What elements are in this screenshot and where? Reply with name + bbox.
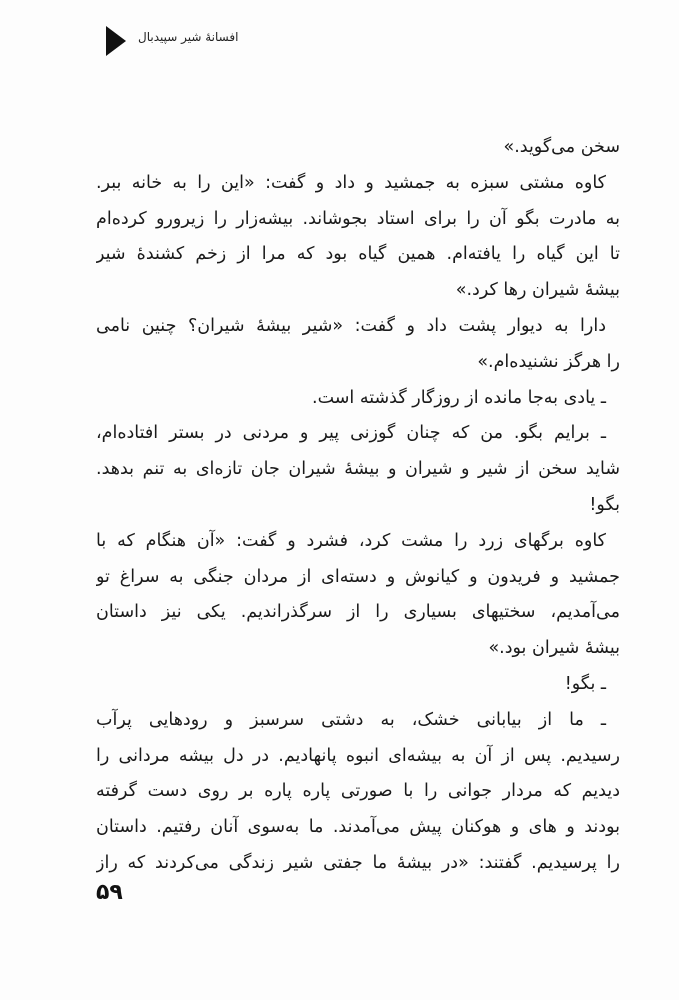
page-number: ۵۹ (96, 880, 123, 905)
text-line: بیشهٔ شیران رها کرد.» (455, 280, 620, 301)
text-line: رسیدیم. پس از آن به بیشه‌ای انبوه پانهادیم. در دل بیشه مردانی را (96, 745, 620, 766)
page-arrow-icon (106, 26, 126, 56)
text-line: شاید سخن از شیر و شیران و بیشهٔ شیران جان تازه‌ای به تنم بدهد. (96, 459, 620, 480)
text-line: ـ یادی به‌جا مانده از روزگار گذشته است. (312, 387, 606, 408)
body-text (96, 130, 620, 882)
text-line: دارا به دیوار پشت داد و گفت: «شیر بیشهٔ شیران؟ چنین نامی (96, 315, 606, 336)
text-line: ـ بگو! (564, 673, 606, 694)
text-line: را پرسیدیم. گفتند: «در بیشهٔ ما جفتی شیر زندگی می‌کردند که راز (96, 852, 620, 873)
text-line: جمشید و فریدون و کیانوش و دسته‌ای از مردان جنگی به سراغ تو (96, 566, 620, 587)
text-line: ـ برایم بگو. من که چنان گوزنی پیر و مردنی در بستر افتاده‌ام، (96, 423, 606, 444)
text-line: می‌آمدیم، سختیهای بسیاری را از سرگذراندیم. یکی نیز داستان (96, 602, 620, 623)
text-line: به مادرت بگو آن را برای استاد بجوشاند. بیشه‌زار را زیرورو کرده‌ام (96, 208, 620, 229)
text-line: سخن می‌گوید.» (503, 137, 620, 157)
text-line: دیدیم که مردار جوانی را با صورتی پاره پاره بر روی دست گرفته (96, 781, 620, 802)
text-line: تا این گیاه را یافته‌ام. همین گیاه بود که مرا از زخم کشندهٔ شیر (96, 244, 620, 265)
text-line: را هرگز نشنیده‌ام.» (477, 351, 620, 372)
text-line: کاوه برگهای زرد را مشت کرد، فشرد و گفت: «آن هنگام که با (96, 530, 606, 551)
text-line: بیشهٔ شیران بود.» (488, 638, 620, 659)
running-header-title: افسانهٔ شیر سپیدبال (138, 30, 239, 44)
text-line: بودند و های و هوکنان پیش می‌آمدند. ما به‌سوی آنان رفتیم. داستان (96, 817, 620, 838)
text-line: بگو! (589, 494, 620, 515)
text-line: ـ ما از بیابانی خشک، به دشتی سرسبز و رودهایی پرآب (96, 709, 606, 730)
text-line: کاوه مشتی سبزه به جمشید و داد و گفت: «این را به خانه ببر. (96, 172, 606, 193)
